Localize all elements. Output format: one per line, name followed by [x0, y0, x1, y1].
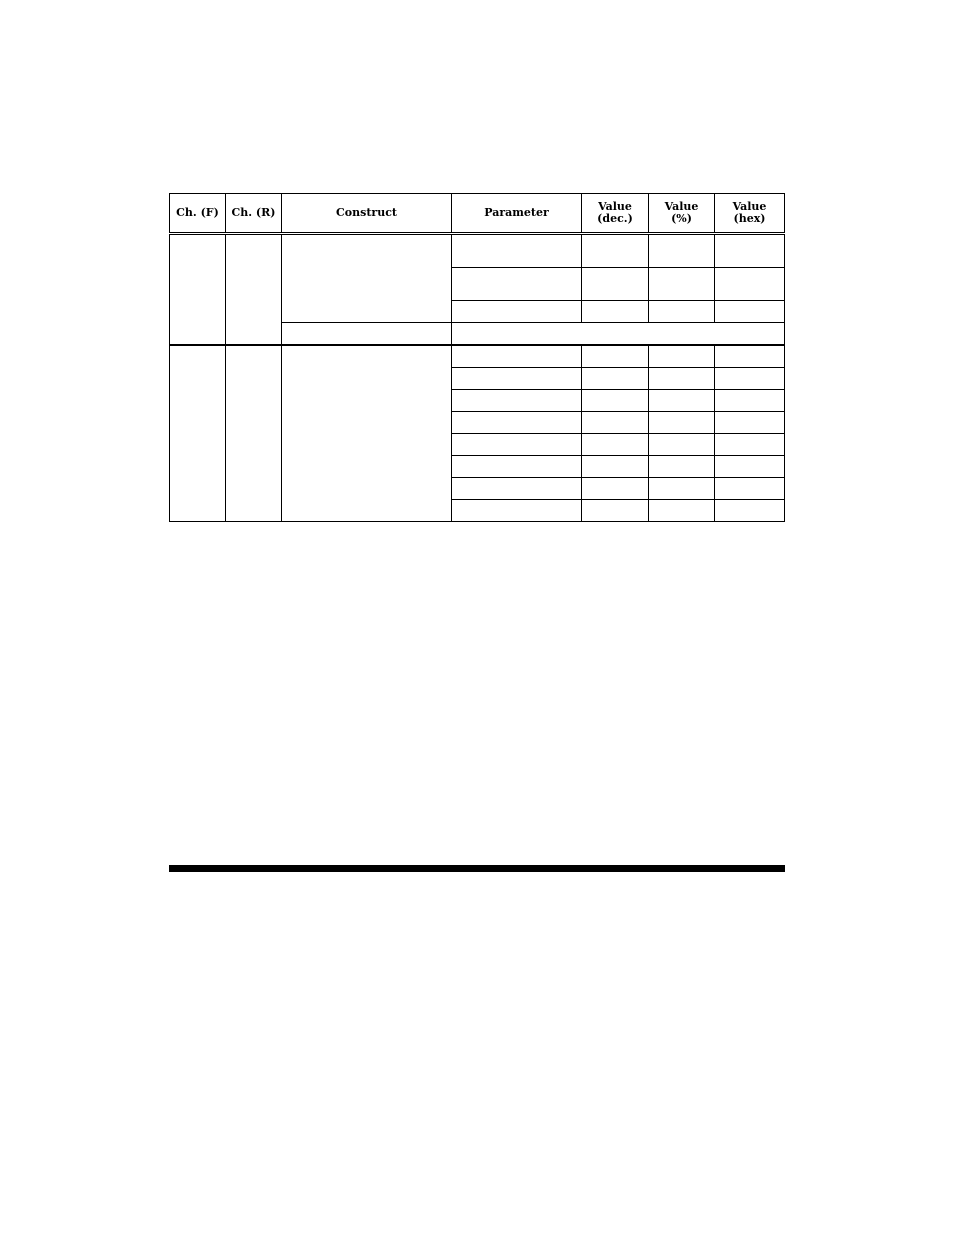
row-group-b	[170, 345, 785, 522]
value-dec-cell	[582, 345, 649, 368]
value-dec-cell	[582, 456, 649, 478]
value-dec-cell	[582, 268, 649, 301]
header-value-dec: Value (dec.)	[582, 194, 649, 234]
parameter-cell	[452, 390, 582, 412]
ch-f-cell	[170, 234, 226, 346]
value-hex-cell	[715, 434, 785, 456]
value-pct-cell	[649, 301, 715, 323]
ch-r-cell	[226, 345, 282, 522]
page-divider-rule	[169, 865, 785, 872]
parameter-cell	[452, 456, 582, 478]
value-dec-cell	[582, 301, 649, 323]
value-hex-cell	[715, 390, 785, 412]
value-hex-cell	[715, 478, 785, 500]
parameter-cell	[452, 345, 582, 368]
value-pct-cell	[649, 434, 715, 456]
parameter-cell	[452, 268, 582, 301]
value-pct-cell	[649, 478, 715, 500]
value-dec-cell	[582, 234, 649, 268]
value-hex-cell	[715, 345, 785, 368]
header-ch-r: Ch. (R)	[226, 194, 282, 234]
parameter-cell	[452, 500, 582, 522]
header-value-hex: Value (hex)	[715, 194, 785, 234]
value-pct-cell	[649, 456, 715, 478]
value-pct-cell	[649, 500, 715, 522]
header-ch-f: Ch. (F)	[170, 194, 226, 234]
value-hex-cell	[715, 234, 785, 268]
header-construct: Construct	[282, 194, 452, 234]
header-value-pct: Value (%)	[649, 194, 715, 234]
value-hex-cell	[715, 456, 785, 478]
value-dec-cell	[582, 500, 649, 522]
value-hex-cell	[715, 301, 785, 323]
ch-f-cell	[170, 345, 226, 522]
value-pct-cell	[649, 390, 715, 412]
value-pct-cell	[649, 412, 715, 434]
parameter-cell	[452, 478, 582, 500]
ch-r-cell	[226, 234, 282, 346]
value-dec-cell	[582, 390, 649, 412]
parameter-table	[169, 193, 785, 522]
value-pct-cell	[649, 345, 715, 368]
parameter-cell	[452, 234, 582, 268]
value-pct-cell	[649, 234, 715, 268]
parameter-cell	[452, 368, 582, 390]
value-pct-cell	[649, 268, 715, 301]
row-group-a	[170, 234, 785, 346]
value-dec-cell	[582, 368, 649, 390]
parameter-cell	[452, 301, 582, 323]
value-pct-cell	[649, 368, 715, 390]
table-row	[170, 234, 785, 268]
value-hex-cell	[715, 412, 785, 434]
construct-cell	[282, 234, 452, 323]
parameter-cell	[452, 434, 582, 456]
table-row	[170, 345, 785, 368]
spanning-cell	[452, 323, 785, 346]
value-hex-cell	[715, 268, 785, 301]
value-hex-cell	[715, 500, 785, 522]
header-row	[170, 194, 785, 234]
value-hex-cell	[715, 368, 785, 390]
construct-cell	[282, 345, 452, 522]
value-dec-cell	[582, 412, 649, 434]
value-dec-cell	[582, 478, 649, 500]
parameter-cell	[452, 412, 582, 434]
value-dec-cell	[582, 434, 649, 456]
header-parameter: Parameter	[452, 194, 582, 234]
construct-footer-cell	[282, 323, 452, 346]
